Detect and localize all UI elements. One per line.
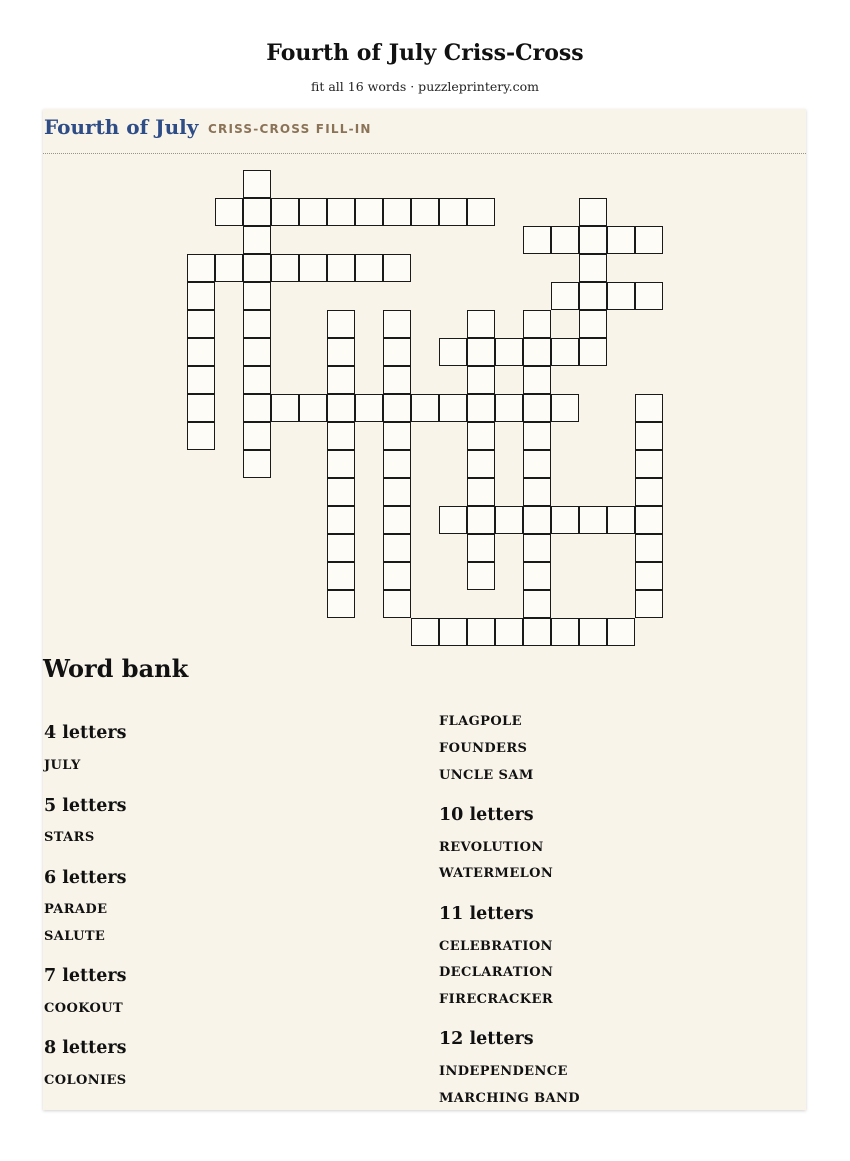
word-group-title: 5 letters — [44, 796, 127, 816]
grid-cell[interactable] — [607, 506, 635, 534]
grid-cell[interactable] — [579, 618, 607, 646]
grid-cell[interactable] — [467, 198, 495, 226]
grid-cell[interactable] — [551, 226, 579, 254]
grid-cell[interactable] — [579, 254, 607, 282]
grid-cell[interactable] — [635, 450, 663, 478]
grid-cell[interactable] — [635, 534, 663, 562]
grid-cell[interactable] — [187, 282, 215, 310]
grid-cell[interactable] — [635, 562, 663, 590]
grid-cell[interactable] — [383, 310, 411, 338]
word-bank-word: JULY — [44, 758, 81, 773]
word-bank-word: STARS — [44, 830, 95, 845]
word-bank-word: FLAGPOLE — [439, 714, 522, 729]
grid-cell[interactable] — [383, 590, 411, 618]
word-group-title: 8 letters — [44, 1038, 127, 1058]
grid-cell[interactable] — [467, 562, 495, 590]
grid-cell[interactable] — [467, 394, 495, 422]
word-bank-word: SALUTE — [44, 929, 106, 944]
word-bank-word: DECLARATION — [439, 965, 554, 980]
grid-cell[interactable] — [383, 338, 411, 366]
grid-cell[interactable] — [467, 506, 495, 534]
grid-cell[interactable] — [551, 338, 579, 366]
grid-cell[interactable] — [383, 254, 411, 282]
grid-cell[interactable] — [299, 198, 327, 226]
grid-cell[interactable] — [411, 198, 439, 226]
grid-cell[interactable] — [579, 310, 607, 338]
grid-cell[interactable] — [243, 394, 271, 422]
word-group-title: 7 letters — [44, 966, 127, 986]
grid-cell[interactable] — [327, 254, 355, 282]
grid-cell[interactable] — [523, 534, 551, 562]
grid-cell[interactable] — [495, 506, 523, 534]
grid-cell[interactable] — [411, 618, 439, 646]
grid-cell[interactable] — [551, 506, 579, 534]
word-bank-word: UNCLE SAM — [439, 768, 534, 783]
grid-cell[interactable] — [523, 562, 551, 590]
word-bank-word: COOKOUT — [44, 1001, 124, 1016]
grid-cell[interactable] — [579, 506, 607, 534]
grid-cell[interactable] — [467, 534, 495, 562]
grid-cell[interactable] — [187, 310, 215, 338]
sheet-header — [43, 109, 806, 154]
grid-cell[interactable] — [495, 338, 523, 366]
puzzle-sheet — [43, 109, 806, 1110]
page-subtitle: fit all 16 words · puzzleprintery.com — [311, 79, 539, 94]
grid-cell[interactable] — [187, 422, 215, 450]
grid-cell[interactable] — [327, 450, 355, 478]
grid-cell[interactable] — [327, 366, 355, 394]
word-bank-word: FIRECRACKER — [439, 992, 554, 1007]
grid-cell[interactable] — [579, 338, 607, 366]
grid-cell[interactable] — [635, 478, 663, 506]
page-title: Fourth of July Criss-Cross — [266, 40, 584, 66]
grid-cell[interactable] — [271, 254, 299, 282]
grid-cell[interactable] — [579, 198, 607, 226]
grid-cell[interactable] — [635, 394, 663, 422]
grid-cell[interactable] — [579, 282, 607, 310]
grid-cell[interactable] — [271, 394, 299, 422]
grid-cell[interactable] — [383, 394, 411, 422]
word-bank-word: MARCHING BAND — [439, 1091, 580, 1106]
grid-cell[interactable] — [551, 394, 579, 422]
grid-cell[interactable] — [635, 506, 663, 534]
grid-cell[interactable] — [607, 618, 635, 646]
grid-cell[interactable] — [439, 618, 467, 646]
word-bank-word: COLONIES — [44, 1073, 127, 1088]
grid-cell[interactable] — [327, 198, 355, 226]
grid-cell[interactable] — [523, 226, 551, 254]
grid-cell[interactable] — [327, 562, 355, 590]
grid-cell[interactable] — [327, 506, 355, 534]
word-group-title: 6 letters — [44, 868, 127, 888]
grid-cell[interactable] — [215, 198, 243, 226]
grid-cell[interactable] — [383, 562, 411, 590]
grid-cell[interactable] — [579, 226, 607, 254]
grid-cell[interactable] — [243, 338, 271, 366]
grid-cell[interactable] — [327, 534, 355, 562]
grid-cell[interactable] — [243, 226, 271, 254]
grid-cell[interactable] — [551, 282, 579, 310]
grid-cell[interactable] — [299, 394, 327, 422]
grid-cell[interactable] — [635, 226, 663, 254]
grid-cell[interactable] — [467, 618, 495, 646]
grid-cell[interactable] — [187, 366, 215, 394]
grid-cell[interactable] — [439, 338, 467, 366]
grid-cell[interactable] — [411, 394, 439, 422]
sheet-title: Fourth of July — [44, 115, 199, 139]
grid-cell[interactable] — [467, 450, 495, 478]
grid-cell[interactable] — [187, 394, 215, 422]
grid-cell[interactable] — [383, 478, 411, 506]
word-bank-heading: Word bank — [43, 654, 189, 683]
grid-cell[interactable] — [187, 338, 215, 366]
grid-cell[interactable] — [327, 478, 355, 506]
grid-cell[interactable] — [635, 590, 663, 618]
grid-cell[interactable] — [523, 618, 551, 646]
grid-cell[interactable] — [607, 282, 635, 310]
grid-cell[interactable] — [495, 394, 523, 422]
grid-cell[interactable] — [271, 198, 299, 226]
grid-cell[interactable] — [243, 282, 271, 310]
grid-cell[interactable] — [523, 506, 551, 534]
grid-cell[interactable] — [607, 226, 635, 254]
grid-cell[interactable] — [383, 198, 411, 226]
grid-cell[interactable] — [523, 338, 551, 366]
grid-cell[interactable] — [299, 254, 327, 282]
grid-cell[interactable] — [187, 254, 215, 282]
grid-cell[interactable] — [523, 590, 551, 618]
word-bank-word: PARADE — [44, 902, 108, 917]
grid-cell[interactable] — [383, 450, 411, 478]
grid-cell[interactable] — [523, 450, 551, 478]
grid-cell[interactable] — [243, 366, 271, 394]
grid-cell[interactable] — [355, 394, 383, 422]
grid-cell[interactable] — [327, 422, 355, 450]
grid-cell[interactable] — [383, 422, 411, 450]
grid-cell[interactable] — [243, 198, 271, 226]
grid-cell[interactable] — [215, 254, 243, 282]
grid-cell[interactable] — [635, 282, 663, 310]
grid-cell[interactable] — [243, 170, 271, 198]
grid-cell[interactable] — [327, 394, 355, 422]
grid-cell[interactable] — [355, 198, 383, 226]
grid-cell[interactable] — [355, 254, 383, 282]
grid-cell[interactable] — [467, 366, 495, 394]
grid-cell[interactable] — [327, 338, 355, 366]
grid-cell[interactable] — [243, 450, 271, 478]
grid-cell[interactable] — [635, 422, 663, 450]
grid-cell[interactable] — [327, 590, 355, 618]
grid-cell[interactable] — [495, 618, 523, 646]
word-bank-word: FOUNDERS — [439, 741, 528, 756]
grid-cell[interactable] — [383, 366, 411, 394]
grid-cell[interactable] — [523, 422, 551, 450]
word-bank-word: INDEPENDENCE — [439, 1064, 568, 1079]
grid-cell[interactable] — [523, 310, 551, 338]
grid-cell[interactable] — [439, 394, 467, 422]
grid-cell[interactable] — [523, 366, 551, 394]
grid-cell[interactable] — [467, 478, 495, 506]
word-group-title: 4 letters — [44, 723, 127, 743]
word-bank-word: WATERMELON — [439, 866, 554, 881]
sheet-kind-label: CRISS-CROSS FILL-IN — [208, 122, 372, 136]
grid-cell[interactable] — [551, 618, 579, 646]
grid-cell[interactable] — [467, 310, 495, 338]
grid-cell[interactable] — [243, 310, 271, 338]
word-bank-word: REVOLUTION — [439, 840, 544, 855]
grid-cell[interactable] — [327, 310, 355, 338]
word-bank-word: CELEBRATION — [439, 939, 553, 954]
word-group-title: 10 letters — [439, 805, 534, 825]
grid-cell[interactable] — [439, 198, 467, 226]
grid-cell[interactable] — [383, 506, 411, 534]
grid-cell[interactable] — [523, 394, 551, 422]
grid-cell[interactable] — [243, 254, 271, 282]
grid-cell[interactable] — [467, 338, 495, 366]
grid-cell[interactable] — [439, 506, 467, 534]
grid-cell[interactable] — [523, 478, 551, 506]
word-group-title: 12 letters — [439, 1029, 534, 1049]
word-group-title: 11 letters — [439, 904, 534, 924]
grid-cell[interactable] — [383, 534, 411, 562]
grid-cell[interactable] — [467, 422, 495, 450]
grid-cell[interactable] — [243, 422, 271, 450]
